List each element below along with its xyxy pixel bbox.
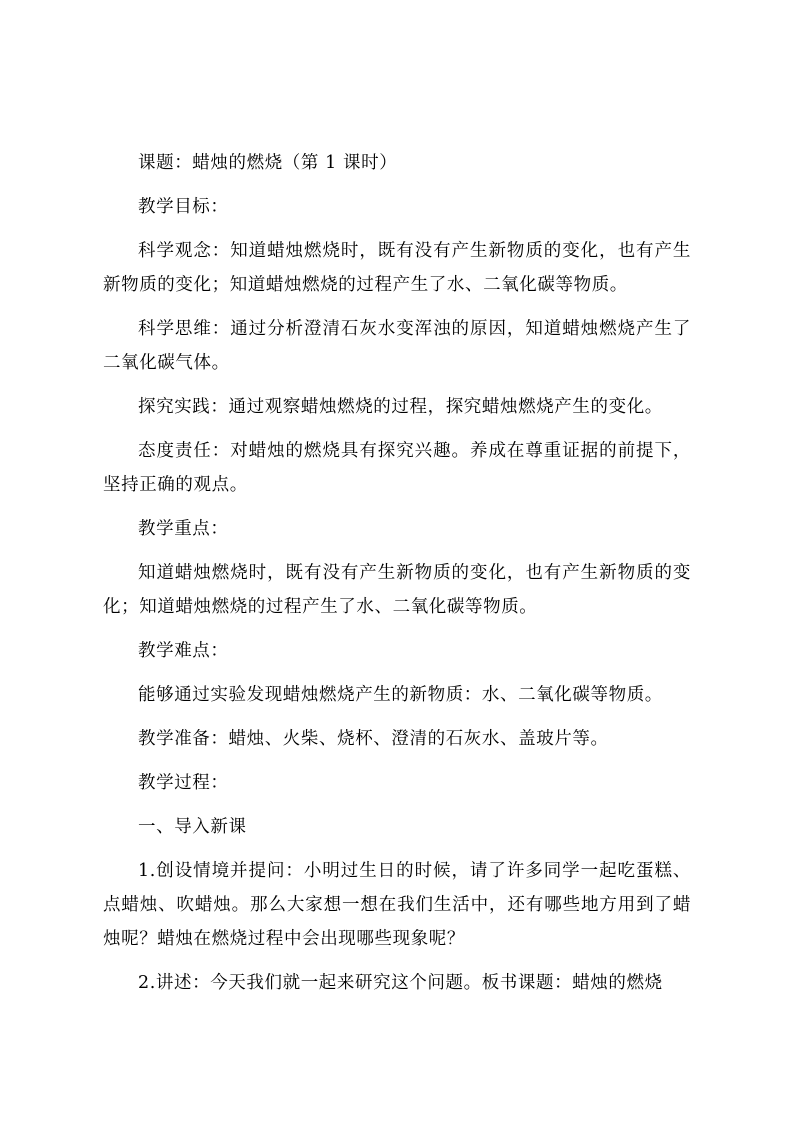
step-2-text: 2.讲述：今天我们就一起来研究这个问题。板书课题：蜡烛的燃烧	[138, 973, 663, 993]
difficult-points-heading: 教学难点：	[138, 641, 229, 661]
objective-inquiry-practice: 探究实践：通过观察蜡烛燃烧的过程，探究蜡烛燃烧产生的变化。	[138, 397, 663, 417]
key-points-heading: 教学重点：	[138, 519, 229, 539]
teaching-process-heading: 教学过程：	[138, 773, 229, 793]
teaching-preparation: 教学准备：蜡烛、火柴、烧杯、澄清的石灰水、盖玻片等。	[138, 729, 609, 749]
objective-scientific-concept: 科学观念：知道蜡烛燃烧时，既有没有产生新物质的变化，也有产生新物质的变化；知道蜡烛燃烧的过程产生了水、二氧化碳等物质。	[103, 241, 691, 295]
teaching-objectives-heading: 教学目标：	[138, 197, 229, 217]
document-body	[103, 146, 691, 1010]
objective-attitude-responsibility: 态度责任：对蜡烛的燃烧具有探究兴趣。养成在尊重证据的前提下，坚持正确的观点。	[103, 441, 691, 495]
section-introduction-heading: 一、导入新课	[138, 817, 247, 837]
lesson-title: 课题：蜡烛的燃烧（第 1 课时）	[138, 153, 398, 173]
key-points-text: 知道蜡烛燃烧时，既有没有产生新物质的变化，也有产生新物质的变化；知道蜡烛燃烧的过程产生了水、二氧化碳等物质。	[103, 563, 691, 617]
difficult-points-text: 能够通过实验发现蜡烛燃烧产生的新物质：水、二氧化碳等物质。	[138, 685, 663, 705]
objective-scientific-thinking: 科学思维：通过分析澄清石灰水变浑浊的原因，知道蜡烛燃烧产生了二氧化碳气体。	[103, 319, 691, 373]
step-1-text: 1.创设情境并提问：小明过生日的时候，请了许多同学一起吃蛋糕、点蜡烛、吹蜡烛。那么大家想一想在我们生活中，还有哪些地方用到了蜡烛呢？蜡烛在燃烧过程中会出现哪些现象呢？	[103, 861, 691, 949]
